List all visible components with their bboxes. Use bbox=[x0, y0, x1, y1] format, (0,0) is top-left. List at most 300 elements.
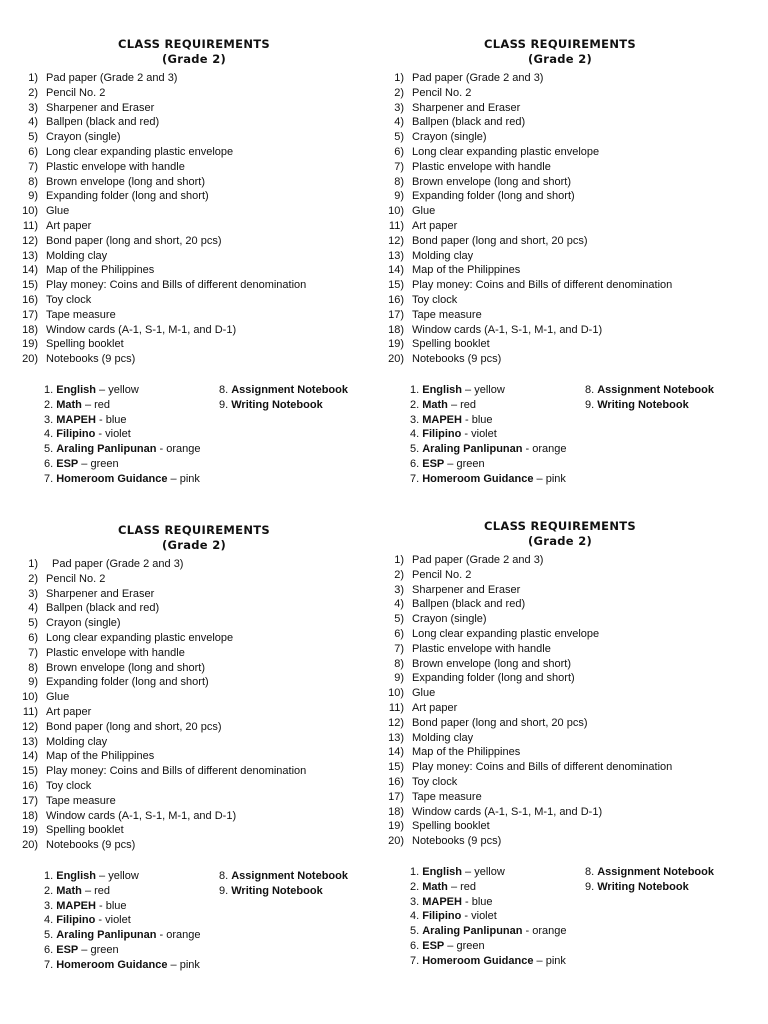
item-text: Art paper bbox=[412, 701, 458, 714]
requirements-list bbox=[382, 553, 732, 849]
notebook-item bbox=[585, 880, 714, 895]
subject-number: 9. bbox=[219, 398, 232, 411]
subject-name: Araling Panlipunan bbox=[56, 443, 157, 456]
subject-color: violet bbox=[105, 914, 131, 927]
list-item bbox=[16, 293, 366, 308]
list-item bbox=[382, 553, 732, 568]
subject-color: pink bbox=[545, 954, 566, 967]
list-item bbox=[16, 572, 366, 587]
list-item bbox=[382, 701, 732, 716]
notebook-color-item bbox=[44, 472, 201, 487]
item-number: 16) bbox=[388, 775, 404, 788]
subject-name: Assignment Notebook bbox=[231, 383, 348, 396]
subject-name: Math bbox=[56, 884, 82, 897]
item-text: Window cards (A-1, S-1, M-1, and D-1) bbox=[46, 323, 237, 336]
notebook-color-item bbox=[410, 472, 567, 487]
list-item bbox=[382, 263, 732, 278]
list-item bbox=[382, 731, 732, 746]
notebook-colors-right bbox=[585, 383, 714, 413]
list-item bbox=[16, 735, 366, 750]
list-item bbox=[382, 597, 732, 612]
subject-separator: - bbox=[95, 914, 106, 927]
subject-color: pink bbox=[179, 958, 200, 971]
subject-color: blue bbox=[471, 895, 493, 908]
subject-name: Araling Panlipunan bbox=[422, 925, 523, 938]
requirements-list bbox=[382, 71, 732, 367]
list-item bbox=[382, 568, 732, 583]
item-text: Long clear expanding plastic envelope bbox=[46, 145, 234, 158]
list-item bbox=[16, 337, 366, 352]
subject-number: 2. bbox=[44, 398, 57, 411]
item-number: 15) bbox=[388, 279, 404, 292]
subject-color: red bbox=[460, 398, 477, 411]
item-text: Spelling booklet bbox=[46, 824, 124, 837]
item-number: 10) bbox=[22, 691, 38, 704]
list-item bbox=[16, 705, 366, 720]
item-number: 10) bbox=[22, 205, 38, 218]
item-number: 6) bbox=[28, 631, 38, 644]
list-item bbox=[16, 764, 366, 779]
item-number: 2) bbox=[28, 572, 38, 585]
item-number: 6) bbox=[394, 145, 404, 158]
subject-color: red bbox=[94, 398, 111, 411]
notebook-color-item bbox=[44, 427, 201, 442]
subject-number: 3. bbox=[44, 413, 57, 426]
list-item bbox=[16, 130, 366, 145]
item-number: 10) bbox=[388, 205, 404, 218]
subject-separator: - bbox=[461, 413, 472, 426]
subject-separator: - bbox=[461, 428, 472, 441]
subject-name: Assignment Notebook bbox=[597, 865, 714, 878]
item-number: 14) bbox=[388, 746, 404, 759]
item-text: Pad paper (Grade 2 and 3) bbox=[46, 72, 178, 84]
notebook-color-item bbox=[410, 413, 567, 428]
subject-separator: – bbox=[81, 398, 95, 411]
item-text: Long clear expanding plastic envelope bbox=[46, 631, 234, 644]
subject-color: green bbox=[456, 457, 485, 470]
requirements-block bbox=[382, 519, 732, 969]
subject-name: MAPEH bbox=[56, 413, 96, 426]
notebook-color-item bbox=[410, 880, 567, 895]
notebook-color-item bbox=[410, 383, 567, 398]
subject-number: 1. bbox=[410, 383, 423, 396]
item-text: Plastic envelope with handle bbox=[412, 642, 551, 655]
subject-number: 2. bbox=[410, 398, 423, 411]
subject-number: 4. bbox=[44, 914, 57, 927]
subject-color: pink bbox=[179, 472, 200, 485]
list-item bbox=[16, 219, 366, 234]
item-number: 19) bbox=[22, 824, 38, 837]
subject-number: 4. bbox=[410, 428, 423, 441]
list-item bbox=[16, 86, 366, 101]
notebook-colors-left bbox=[410, 383, 567, 487]
list-item bbox=[16, 809, 366, 824]
item-number: 7) bbox=[28, 646, 38, 659]
item-text: Art paper bbox=[46, 705, 92, 718]
list-item bbox=[16, 263, 366, 278]
item-text: Plastic envelope with handle bbox=[46, 646, 185, 659]
subject-name: Math bbox=[56, 398, 82, 411]
notebook-color-item bbox=[44, 943, 201, 958]
subject-color: violet bbox=[471, 428, 497, 441]
item-text: Spelling booklet bbox=[46, 338, 124, 351]
subject-name: ESP bbox=[422, 939, 445, 952]
list-item bbox=[382, 86, 732, 101]
notebook-color-item bbox=[44, 398, 201, 413]
requirements-block bbox=[16, 523, 366, 973]
list-item bbox=[382, 293, 732, 308]
item-number: 9) bbox=[394, 672, 404, 685]
subject-separator: – bbox=[461, 865, 475, 878]
item-text: Sharpener and Eraser bbox=[412, 583, 521, 596]
subject-color: orange bbox=[532, 925, 567, 938]
list-item bbox=[16, 278, 366, 293]
item-number: 18) bbox=[388, 805, 404, 818]
item-text: Expanding folder (long and short) bbox=[46, 676, 209, 689]
subject-color: red bbox=[460, 880, 477, 893]
item-number: 19) bbox=[22, 338, 38, 351]
list-item bbox=[16, 323, 366, 338]
item-text: Tape measure bbox=[46, 794, 116, 807]
subject-number: 9. bbox=[219, 884, 232, 897]
item-text: Pad paper (Grade 2 and 3) bbox=[412, 72, 544, 84]
list-item bbox=[16, 823, 366, 838]
block-title bbox=[16, 37, 372, 66]
subject-color: green bbox=[90, 943, 119, 956]
list-item bbox=[382, 745, 732, 760]
list-item bbox=[382, 612, 732, 627]
item-number: 1) bbox=[394, 554, 404, 566]
item-number: 9) bbox=[28, 676, 38, 689]
item-number: 1) bbox=[28, 72, 38, 84]
subject-name: Writing Notebook bbox=[231, 884, 323, 897]
notebook-color-item bbox=[410, 909, 567, 924]
list-item bbox=[16, 115, 366, 130]
notebook-colors-left bbox=[44, 383, 201, 487]
item-number: 5) bbox=[28, 131, 38, 144]
item-number: 20) bbox=[22, 839, 38, 852]
subject-separator: - bbox=[95, 899, 106, 912]
list-item bbox=[16, 779, 366, 794]
item-number: 4) bbox=[394, 598, 404, 611]
list-item bbox=[16, 71, 366, 86]
list-item bbox=[382, 308, 732, 323]
subject-separator: - bbox=[522, 443, 533, 456]
subject-name: Math bbox=[422, 398, 448, 411]
list-item bbox=[16, 616, 366, 631]
subject-name: ESP bbox=[422, 457, 445, 470]
item-text: Map of the Philippines bbox=[412, 746, 521, 759]
list-item bbox=[382, 819, 732, 834]
item-number: 20) bbox=[388, 835, 404, 848]
item-number: 16) bbox=[22, 293, 38, 306]
list-item bbox=[382, 101, 732, 116]
item-number: 13) bbox=[388, 249, 404, 262]
item-text: Glue bbox=[46, 205, 70, 218]
notebook-item bbox=[219, 383, 348, 398]
list-item bbox=[16, 352, 366, 367]
item-text: Molding clay bbox=[412, 731, 474, 744]
item-text: Crayon (single) bbox=[46, 617, 121, 630]
block-title bbox=[382, 37, 738, 66]
item-number: 16) bbox=[22, 779, 38, 792]
notebook-colors-left bbox=[410, 865, 567, 969]
subject-number: 8. bbox=[219, 383, 232, 396]
notebook-color-list bbox=[382, 865, 732, 969]
item-number: 13) bbox=[22, 249, 38, 262]
list-item bbox=[16, 101, 366, 116]
subject-name: English bbox=[422, 865, 462, 878]
item-text: Bond paper (long and short, 20 pcs) bbox=[412, 716, 588, 729]
subject-number: 7. bbox=[44, 472, 57, 485]
subject-name: Filipino bbox=[422, 428, 462, 441]
subject-separator: – bbox=[461, 383, 475, 396]
subject-number: 8. bbox=[585, 383, 598, 396]
subject-number: 3. bbox=[410, 413, 423, 426]
list-item bbox=[382, 834, 732, 849]
subject-number: 4. bbox=[44, 428, 57, 441]
requirements-block bbox=[382, 37, 732, 487]
item-text: Pencil No. 2 bbox=[412, 568, 472, 581]
subject-separator: – bbox=[167, 958, 180, 971]
list-item bbox=[382, 175, 732, 190]
subject-color: green bbox=[90, 457, 119, 470]
item-text: Brown envelope (long and short) bbox=[46, 661, 205, 674]
notebook-item bbox=[219, 869, 348, 884]
item-number: 5) bbox=[394, 613, 404, 626]
requirements-list bbox=[16, 557, 366, 853]
subtitle-text: (Grade 2) bbox=[527, 533, 593, 548]
notebook-color-item bbox=[44, 899, 201, 914]
list-item bbox=[16, 720, 366, 735]
item-text: Toy clock bbox=[46, 779, 92, 792]
subject-separator: – bbox=[533, 954, 546, 967]
subject-name: Homeroom Guidance bbox=[56, 472, 168, 485]
list-item bbox=[382, 130, 732, 145]
item-number: 15) bbox=[388, 761, 404, 774]
subject-name: Homeroom Guidance bbox=[422, 954, 534, 967]
subject-separator: – bbox=[444, 457, 457, 470]
item-number: 11) bbox=[388, 701, 404, 714]
subject-separator: – bbox=[447, 398, 461, 411]
subject-number: 3. bbox=[410, 895, 423, 908]
item-number: 10) bbox=[388, 687, 404, 700]
subject-number: 5. bbox=[410, 925, 423, 938]
item-number: 6) bbox=[394, 627, 404, 640]
subject-name: Filipino bbox=[422, 910, 462, 923]
list-item bbox=[382, 278, 732, 293]
subtitle-text: (Grade 2) bbox=[161, 51, 227, 66]
subject-separator: – bbox=[78, 943, 91, 956]
list-item bbox=[382, 160, 732, 175]
item-text: Window cards (A-1, S-1, M-1, and D-1) bbox=[46, 809, 237, 822]
notebook-color-item bbox=[44, 913, 201, 928]
subject-color: yellow bbox=[108, 869, 139, 882]
subject-name: Writing Notebook bbox=[597, 398, 689, 411]
list-item bbox=[16, 749, 366, 764]
item-text: Notebooks (9 pcs) bbox=[46, 353, 136, 366]
item-text: Window cards (A-1, S-1, M-1, and D-1) bbox=[412, 323, 603, 336]
list-item bbox=[382, 323, 732, 338]
subject-number: 1. bbox=[44, 383, 57, 396]
subject-number: 9. bbox=[585, 398, 598, 411]
item-number: 1) bbox=[28, 558, 38, 570]
item-number: 15) bbox=[22, 279, 38, 292]
notebook-color-item bbox=[44, 413, 201, 428]
notebook-color-item bbox=[44, 383, 201, 398]
subject-number: 6. bbox=[410, 939, 423, 952]
subject-color: green bbox=[456, 939, 485, 952]
item-text: Tape measure bbox=[412, 308, 482, 321]
subject-separator: - bbox=[461, 910, 472, 923]
subject-color: violet bbox=[471, 910, 497, 923]
item-text: Notebooks (9 pcs) bbox=[46, 839, 136, 852]
notebook-color-list bbox=[382, 383, 732, 487]
item-number: 16) bbox=[388, 293, 404, 306]
list-item bbox=[16, 189, 366, 204]
item-text: Bond paper (long and short, 20 pcs) bbox=[46, 720, 222, 733]
subject-separator: - bbox=[95, 428, 106, 441]
notebook-color-list bbox=[16, 869, 366, 973]
item-text: Notebooks (9 pcs) bbox=[412, 835, 502, 848]
item-number: 2) bbox=[394, 86, 404, 99]
subject-name: MAPEH bbox=[422, 895, 462, 908]
subject-number: 4. bbox=[410, 910, 423, 923]
item-text: Glue bbox=[412, 687, 436, 700]
item-number: 20) bbox=[22, 353, 38, 366]
block-title bbox=[16, 523, 372, 552]
notebook-item bbox=[219, 884, 348, 899]
notebook-color-item bbox=[44, 457, 201, 472]
subject-separator: – bbox=[81, 884, 95, 897]
item-number: 11) bbox=[22, 219, 38, 232]
item-text: Notebooks (9 pcs) bbox=[412, 353, 502, 366]
subject-name: Homeroom Guidance bbox=[422, 472, 534, 485]
item-text: Tape measure bbox=[46, 308, 116, 321]
subject-separator: – bbox=[95, 869, 109, 882]
subject-name: Assignment Notebook bbox=[231, 869, 348, 882]
list-item bbox=[16, 557, 366, 572]
subject-number: 8. bbox=[219, 869, 232, 882]
item-text: Crayon (single) bbox=[412, 131, 487, 144]
subject-separator: - bbox=[461, 895, 472, 908]
subject-name: Writing Notebook bbox=[231, 398, 323, 411]
item-text: Map of the Philippines bbox=[46, 264, 155, 277]
subject-name: ESP bbox=[56, 457, 79, 470]
subject-number: 6. bbox=[44, 943, 57, 956]
item-text: Toy clock bbox=[46, 293, 92, 306]
list-item bbox=[16, 204, 366, 219]
subject-number: 6. bbox=[410, 457, 423, 470]
item-text: Map of the Philippines bbox=[412, 264, 521, 277]
item-number: 7) bbox=[394, 642, 404, 655]
item-text: Map of the Philippines bbox=[46, 750, 155, 763]
notebook-item bbox=[585, 865, 714, 880]
subject-number: 2. bbox=[44, 884, 57, 897]
item-text: Brown envelope (long and short) bbox=[412, 175, 571, 188]
list-item bbox=[16, 249, 366, 264]
list-item bbox=[382, 805, 732, 820]
subject-color: blue bbox=[105, 899, 127, 912]
subject-number: 7. bbox=[44, 958, 57, 971]
item-number: 12) bbox=[22, 720, 38, 733]
item-number: 15) bbox=[22, 765, 38, 778]
subject-color: violet bbox=[105, 428, 131, 441]
notebook-color-item bbox=[44, 442, 201, 457]
subject-name: English bbox=[422, 383, 462, 396]
list-item bbox=[16, 160, 366, 175]
list-item bbox=[382, 760, 732, 775]
subject-number: 8. bbox=[585, 865, 598, 878]
notebook-color-item bbox=[410, 924, 567, 939]
item-text: Toy clock bbox=[412, 775, 458, 788]
list-item bbox=[382, 189, 732, 204]
item-number: 4) bbox=[394, 116, 404, 129]
item-number: 18) bbox=[388, 323, 404, 336]
list-item bbox=[382, 642, 732, 657]
list-item bbox=[382, 337, 732, 352]
subject-name: Araling Panlipunan bbox=[56, 929, 157, 942]
notebook-colors-left bbox=[44, 869, 201, 973]
item-text: Molding clay bbox=[46, 249, 108, 262]
item-text: Sharpener and Eraser bbox=[46, 101, 155, 114]
list-item bbox=[382, 790, 732, 805]
subject-number: 1. bbox=[44, 869, 57, 882]
requirements-list bbox=[16, 71, 366, 367]
subject-name: Homeroom Guidance bbox=[56, 958, 168, 971]
subject-name: MAPEH bbox=[56, 899, 96, 912]
list-item bbox=[16, 838, 366, 853]
list-item bbox=[16, 631, 366, 646]
item-number: 4) bbox=[28, 602, 38, 615]
notebook-colors-right bbox=[219, 383, 348, 413]
item-text: Molding clay bbox=[412, 249, 474, 262]
subject-name: Filipino bbox=[56, 428, 96, 441]
item-text: Crayon (single) bbox=[46, 131, 121, 144]
item-number: 12) bbox=[388, 234, 404, 247]
subject-color: blue bbox=[105, 413, 127, 426]
item-text: Molding clay bbox=[46, 735, 108, 748]
item-text: Ballpen (black and red) bbox=[46, 602, 160, 615]
list-item bbox=[382, 716, 732, 731]
item-text: Spelling booklet bbox=[412, 338, 490, 351]
list-item bbox=[16, 145, 366, 160]
item-number: 12) bbox=[22, 234, 38, 247]
item-text: Pencil No. 2 bbox=[46, 572, 106, 585]
item-number: 11) bbox=[388, 219, 404, 232]
item-text: Play money: Coins and Bills of different denomination bbox=[412, 761, 673, 774]
list-item bbox=[16, 661, 366, 676]
item-text: Expanding folder (long and short) bbox=[412, 190, 575, 203]
item-text: Pencil No. 2 bbox=[46, 86, 106, 99]
notebook-color-item bbox=[410, 939, 567, 954]
item-number: 7) bbox=[394, 160, 404, 173]
item-text: Play money: Coins and Bills of different denomination bbox=[46, 765, 307, 778]
notebook-color-item bbox=[410, 442, 567, 457]
item-text: Expanding folder (long and short) bbox=[412, 672, 575, 685]
item-text: Ballpen (black and red) bbox=[46, 116, 160, 129]
subject-number: 5. bbox=[44, 443, 57, 456]
item-text: Pad paper (Grade 2 and 3) bbox=[412, 554, 544, 566]
item-number: 11) bbox=[22, 705, 38, 718]
item-number: 20) bbox=[388, 353, 404, 366]
item-number: 17) bbox=[22, 794, 38, 807]
subject-number: 6. bbox=[44, 457, 57, 470]
list-item bbox=[16, 308, 366, 323]
item-number: 4) bbox=[28, 116, 38, 129]
item-number: 14) bbox=[22, 264, 38, 277]
item-number: 6) bbox=[28, 145, 38, 158]
